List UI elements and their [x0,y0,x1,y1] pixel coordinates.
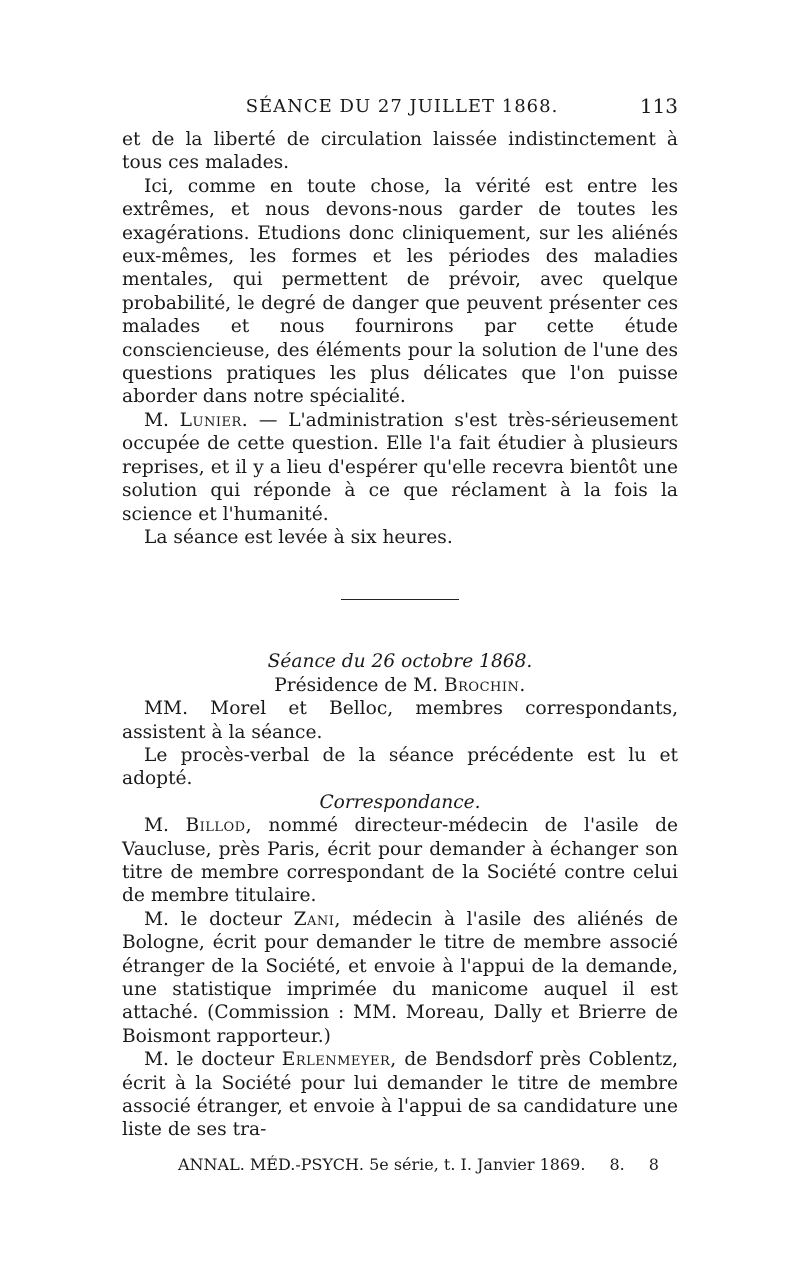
paragraph-seance-levee: La séance est levée à six heures. [144,526,453,548]
speaker-prefix: M. [144,409,169,431]
zani-prefix: M. le docteur [144,908,282,930]
running-title: SÉANCE DU 27 JUILLET 1868. [245,96,559,117]
billod-prefix: M. [144,815,169,837]
signature-mark: 8. [609,1155,625,1174]
billod-text: nommé directeur-médecin de l'asile de Vaucluse, près Paris, écrit pour demander à échanger son titre de membre correspondant de la Société contre celui de membre titulaire. [122,815,678,907]
zani-text: médecin à l'asile des aliénés de Bologne, écrit pour demander le titre de membre associé étranger de la Société, et envoie à l'appui de la demande, une statistique imprimée du manicome auquel il est attaché. (Commission : MM. Moreau, Dally et Brierre de Boismont rapporteur.) [122,908,678,1047]
signature-mark-2: 8 [648,1155,659,1174]
presidence-line [122,674,678,697]
paragraph-lunier [122,409,678,526]
speaker-text: — L'administration s'est très-sérieusement occupée de cette question. Elle l'a fait étudier à plusieurs reprises, et il y a lieu d'espérer qu'elle recevra bientôt une solution qui réponde à ce que réclament à la fois la science et l'humanité. [122,409,678,525]
running-head [122,94,682,122]
paragraph-attendance: MM. Morel et Belloc, membres correspondants, assistent à la séance. [122,698,678,743]
journal-reference: ANNAL. MÉD.-PSYCH. 5e série, t. I. Janvier 1869. [178,1155,586,1174]
section-divider [341,599,459,600]
correspondance-heading: Correspondance. [319,791,481,813]
body-text [122,128,678,1142]
page-number: 113 [639,94,678,118]
presidence-prefix: Présidence de M. [274,674,439,696]
billod-name: Billod, [185,815,253,837]
session-title: Séance du 26 octobre 1868. [267,651,533,673]
paragraph-billod [122,814,678,908]
paragraph-erlenmeyer [122,1048,678,1142]
speaker-name: Lunier. [179,409,249,431]
zani-name: Zani, [293,908,341,930]
erlenmeyer-prefix: M. le docteur [144,1049,275,1071]
erlenmeyer-name: Erlenmeyer, [281,1049,397,1071]
presidence-name: Brochin. [443,674,526,696]
paragraph-verite: Ici, comme en toute chose, la vérité est entre les extrêmes, et nous devons-nous garder de toutes les exagérations. Etudions donc cliniquement, sur les aliénés eux-mêmes, les formes et les périodes des maladies mentales, qui permettent de prévoir, avec quelque probabilité, le degré de danger que peuvent présenter ces malades et nous fournirons par cette étude consciencieuse, des éléments pour la solution de l'une des questions pratiques les plus délicates que l'on puisse aborder dans notre spécialité. [122,175,678,408]
erlenmeyer-text: de Bendsdorf près Coblentz, écrit à la Société pour lui demander le titre de membre associé étranger, et envoie à l'appui de sa candidature une liste de ses tra- [122,1049,678,1141]
paragraph-zani [122,908,678,1048]
paragraph-proces-verbal: Le procès-verbal de la séance précédente est lu et adopté. [122,744,678,790]
paragraph-continuation: et de la liberté de circulation laissée indistinctement à tous ces malades. [122,129,678,174]
page-footer [178,1155,658,1174]
